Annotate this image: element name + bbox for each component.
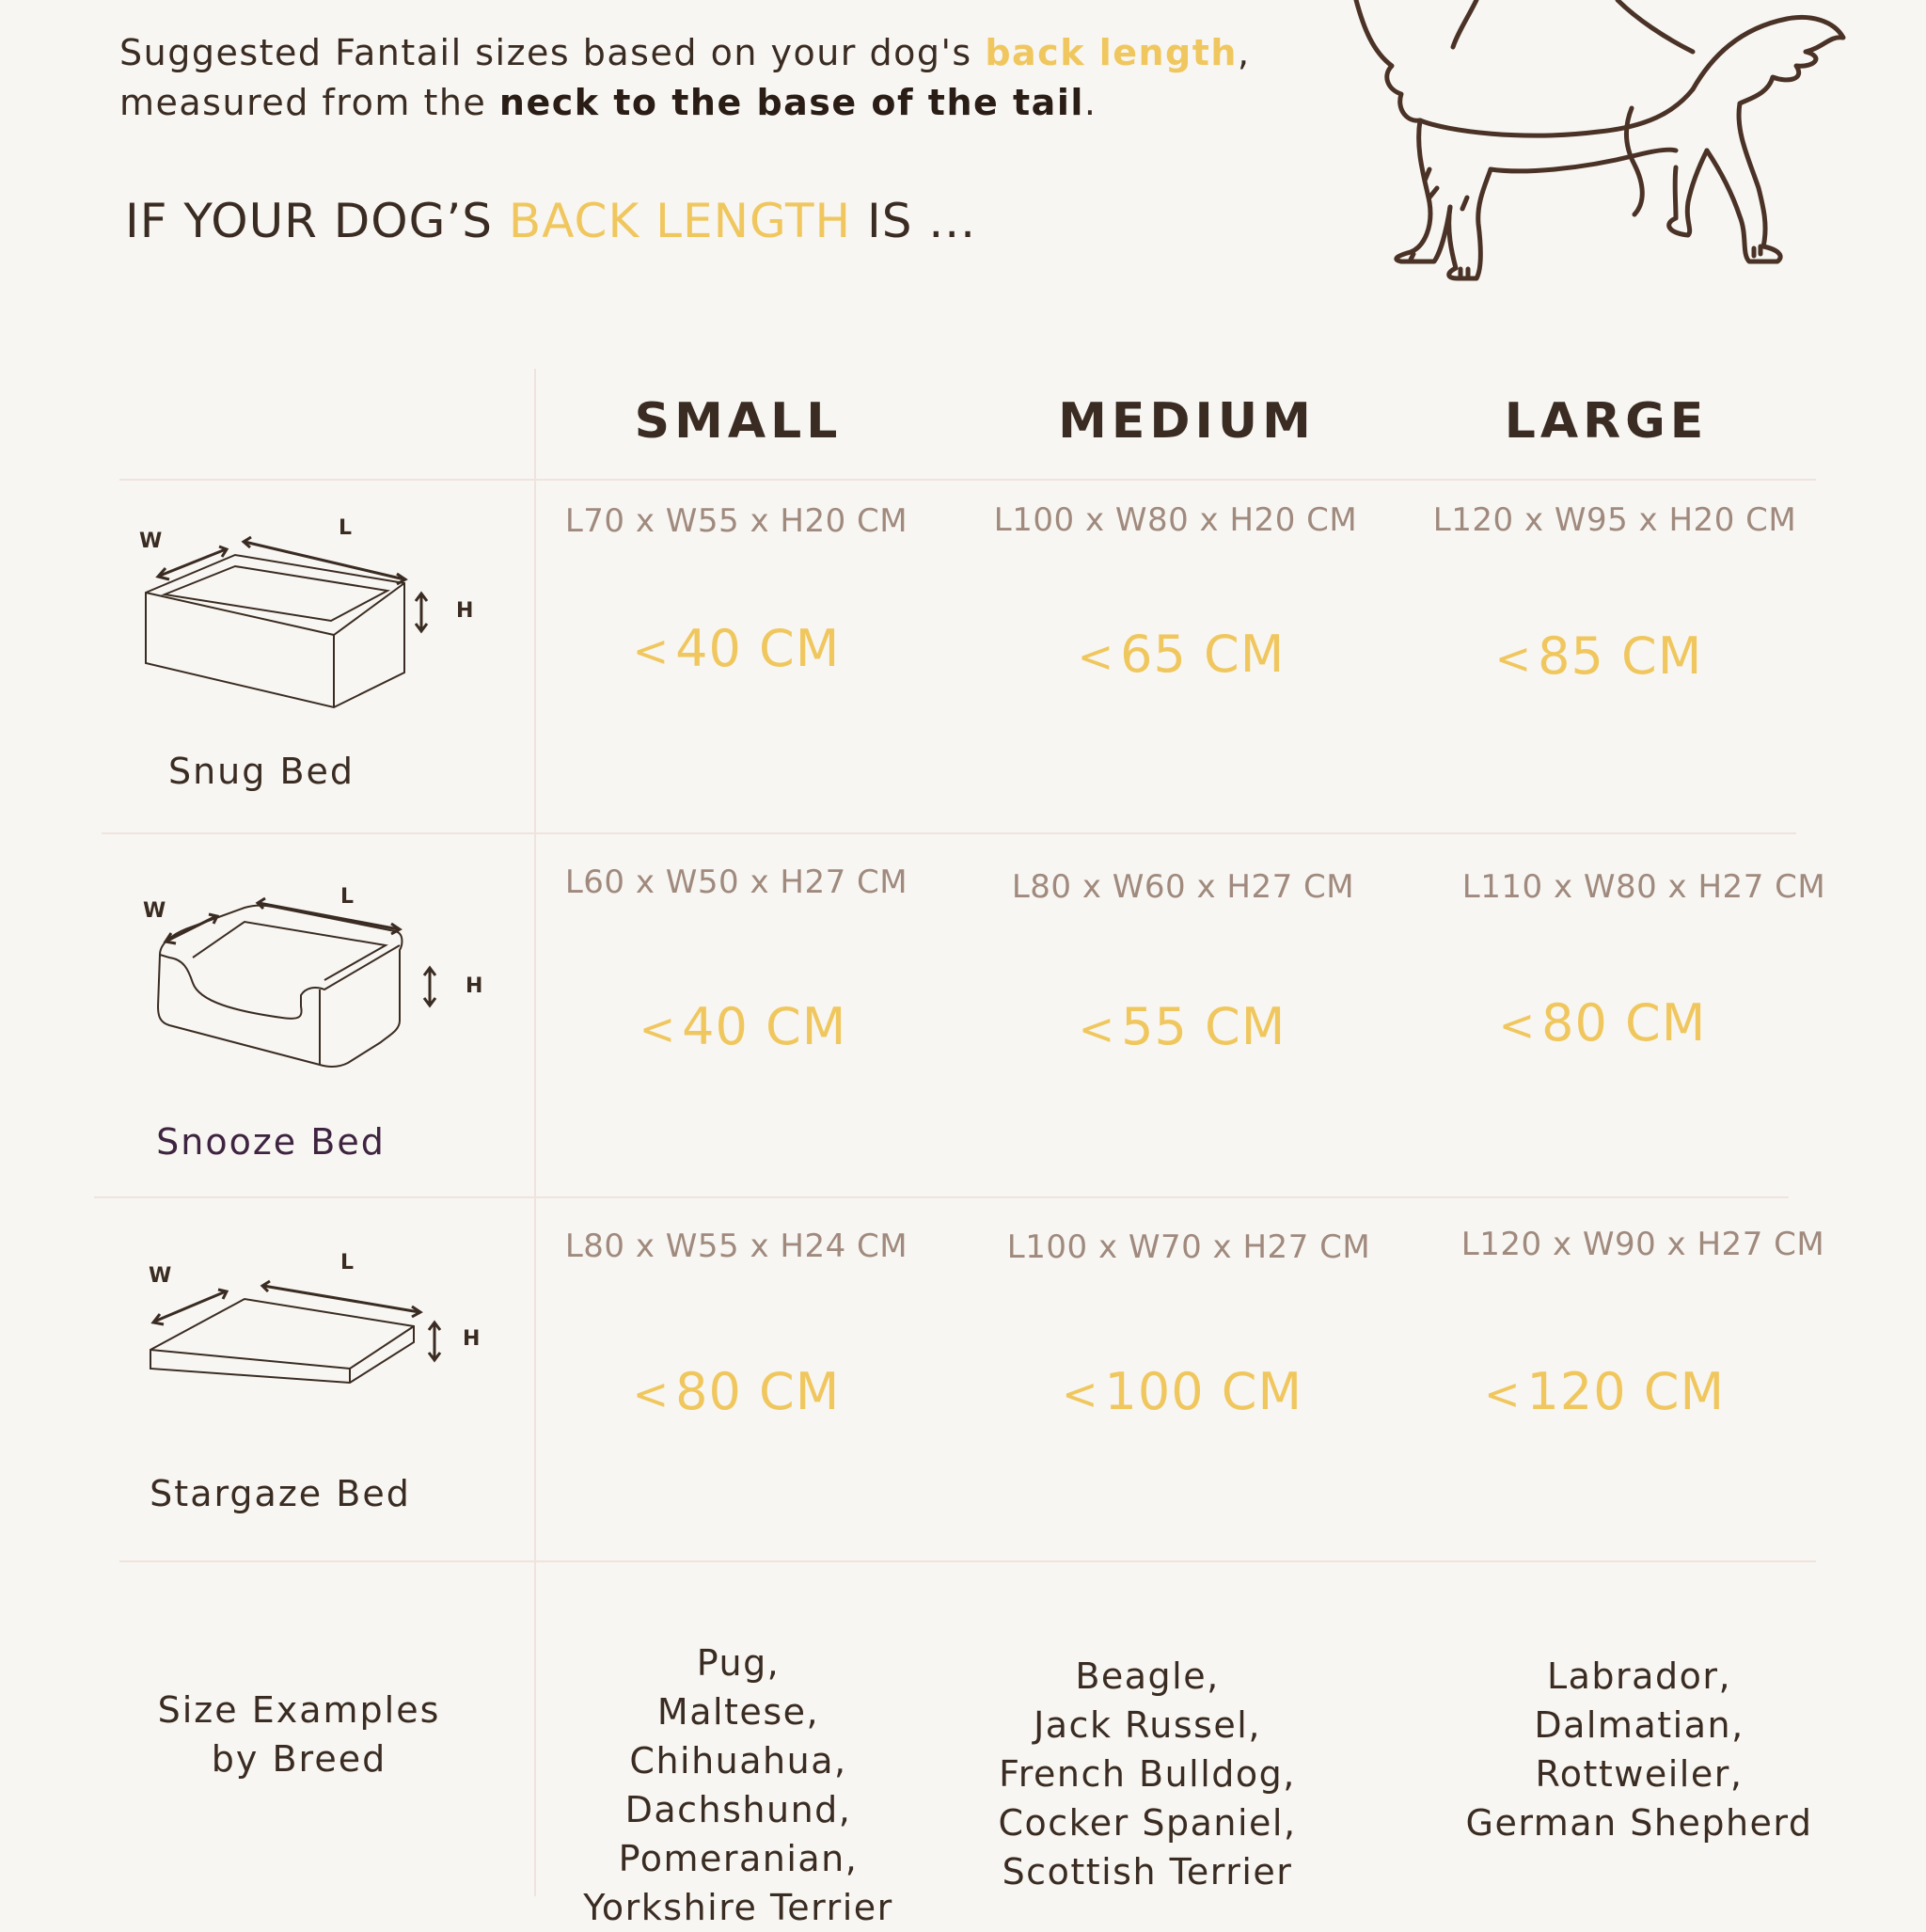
- breed-item: Rottweiler,: [1535, 1753, 1744, 1795]
- intro-punct: .: [1083, 82, 1097, 123]
- back-length: [1382, 626, 1815, 686]
- bed-dimensions: L60 x W50 x H27 CM: [564, 863, 908, 901]
- breed-examples-title: [102, 1686, 497, 1783]
- breed-item: Pomeranian,: [618, 1838, 859, 1879]
- bed-dimensions: L100 x W80 x H20 CM: [993, 501, 1358, 539]
- breed-item: Jack Russel,: [1034, 1704, 1261, 1746]
- back-length-value: 65 CM: [1120, 625, 1286, 684]
- less-than: <: [1077, 631, 1115, 682]
- back-length-value: 85 CM: [1538, 626, 1703, 686]
- bed-dimensions: L120 x W95 x H20 CM: [1432, 501, 1797, 539]
- breed-list-large: [1404, 1652, 1874, 1847]
- breed-title-line: Size Examples: [157, 1689, 441, 1731]
- intro-text-plain: Suggested Fantail sizes based on your dog's: [119, 32, 986, 73]
- back-length: [527, 997, 959, 1056]
- breed-item: Yorkshire Terrier: [583, 1887, 893, 1928]
- intro-line-1: [119, 28, 1323, 78]
- back-length-value: 100 CM: [1104, 1362, 1303, 1421]
- less-than: <: [1494, 633, 1533, 684]
- intro-highlight: back length: [985, 32, 1238, 73]
- less-than: <: [632, 1369, 671, 1419]
- less-than: <: [1078, 1004, 1116, 1054]
- bed-dimensions: L100 x W70 x H27 CM: [1006, 1228, 1371, 1266]
- bed-dimensions: L80 x W60 x H27 CM: [1011, 868, 1355, 906]
- breed-list-medium: [912, 1652, 1382, 1896]
- back-length-value: 40 CM: [682, 997, 847, 1056]
- back-length: [520, 1362, 953, 1421]
- bed-dimensions: L70 x W55 x H20 CM: [564, 502, 908, 540]
- height-label: H: [466, 974, 483, 998]
- headline-highlight: BACK LENGTH: [508, 194, 852, 248]
- column-header-small: SMALL: [634, 393, 843, 450]
- height-label: H: [463, 1327, 481, 1351]
- intro-text: [119, 28, 1323, 128]
- breed-item: Dachshund,: [624, 1789, 852, 1830]
- breed-item: Dalmatian,: [1534, 1704, 1744, 1746]
- breed-list-small: [503, 1639, 973, 1932]
- back-length: [966, 997, 1398, 1056]
- less-than: <: [639, 1004, 677, 1054]
- row-divider: [102, 832, 1796, 834]
- back-length-value: 80 CM: [675, 1362, 841, 1421]
- column-header-medium: MEDIUM: [1058, 393, 1316, 450]
- less-than: <: [1498, 1000, 1537, 1051]
- back-length: [966, 1362, 1398, 1421]
- back-length: [1386, 993, 1819, 1053]
- breed-item: French Bulldog,: [999, 1753, 1296, 1795]
- breed-item: Maltese,: [656, 1691, 820, 1733]
- intro-punct: ,: [1237, 32, 1251, 73]
- breed-item: Chihuahua,: [629, 1740, 847, 1782]
- height-label: H: [456, 599, 474, 623]
- back-length-value: 80 CM: [1541, 993, 1707, 1053]
- row-divider: [119, 1560, 1816, 1562]
- bed-name-snooze: Snooze Bed: [156, 1121, 386, 1163]
- back-length: [1388, 1362, 1821, 1421]
- back-length: [965, 625, 1397, 684]
- dog-illustration: [1335, 0, 1862, 282]
- length-label: L: [340, 1251, 355, 1275]
- row-divider: [94, 1196, 1789, 1198]
- back-length-value: 55 CM: [1121, 997, 1287, 1056]
- bed-name-stargaze: Stargaze Bed: [150, 1473, 411, 1514]
- snug-bed-icon: [113, 508, 508, 724]
- length-label: L: [340, 885, 355, 909]
- bed-dimensions: L120 x W90 x H27 CM: [1460, 1226, 1825, 1263]
- less-than: <: [1483, 1369, 1522, 1419]
- width-label: W: [143, 899, 166, 923]
- headline: [125, 194, 976, 248]
- less-than: <: [1061, 1369, 1099, 1419]
- headline-post: IS ...: [851, 194, 977, 248]
- column-header-large: LARGE: [1504, 393, 1709, 450]
- back-length: [520, 619, 953, 678]
- width-label: W: [149, 1264, 172, 1288]
- stargaze-bed-icon: [122, 1237, 517, 1453]
- breed-title-line: by Breed: [211, 1738, 387, 1780]
- back-length-value: 120 CM: [1526, 1362, 1726, 1421]
- breed-item: Beagle,: [1075, 1655, 1220, 1697]
- row-divider: [119, 479, 1816, 481]
- breed-item: German Shepherd: [1465, 1802, 1813, 1844]
- less-than: <: [632, 626, 671, 676]
- back-length-value: 40 CM: [675, 619, 841, 678]
- intro-text-plain: measured from the: [119, 82, 499, 123]
- breed-item: Labrador,: [1546, 1655, 1732, 1697]
- intro-bold: neck to the base of the tail: [498, 82, 1084, 123]
- snooze-bed-icon: [122, 875, 517, 1091]
- headline-pre: IF YOUR DOG’S: [125, 194, 509, 248]
- bed-dimensions: L110 x W80 x H27 CM: [1461, 868, 1826, 906]
- breed-item: Pug,: [696, 1642, 781, 1684]
- bed-dimensions: L80 x W55 x H24 CM: [564, 1227, 908, 1265]
- bed-name-snug: Snug Bed: [167, 751, 355, 792]
- breed-item: Scottish Terrier: [1002, 1851, 1293, 1892]
- length-label: L: [339, 516, 353, 540]
- breed-item: Cocker Spaniel,: [998, 1802, 1297, 1844]
- intro-line-2: [119, 78, 1323, 128]
- width-label: W: [139, 530, 163, 553]
